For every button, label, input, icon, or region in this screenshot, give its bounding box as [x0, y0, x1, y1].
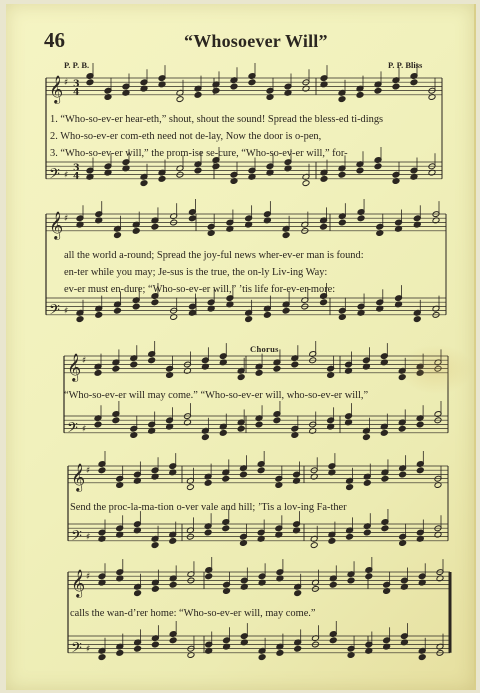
note-head	[356, 92, 364, 99]
note-head	[134, 590, 142, 597]
note-head	[222, 475, 230, 482]
note-head	[365, 573, 373, 580]
sharp-sign: ♯	[86, 644, 91, 655]
sharp-sign: ♯	[86, 532, 91, 543]
note-head	[151, 641, 159, 648]
note-head	[130, 361, 138, 368]
note-head	[381, 525, 389, 532]
note-head	[237, 374, 245, 381]
note-head	[116, 650, 124, 657]
note-head	[255, 421, 263, 428]
note-head	[338, 96, 346, 103]
note-head	[205, 573, 213, 580]
note-head	[194, 92, 202, 99]
note-head	[151, 542, 159, 549]
music-score	[6, 4, 474, 690]
note-head	[273, 365, 281, 372]
note-head	[302, 180, 310, 187]
note-head	[410, 79, 418, 86]
note-head	[320, 299, 328, 306]
note-head	[151, 586, 159, 593]
treble-clef: 𝄞	[49, 74, 64, 103]
note-head	[329, 581, 337, 588]
note-head	[112, 365, 120, 372]
verse-1-line-1: 1. “Who-so-ev-er hear-eth,” shout, shout the sound! Spread the bless-ed ti-dings	[50, 114, 384, 125]
note-head	[380, 430, 388, 437]
treble-clef: 𝄞	[49, 210, 64, 239]
note-head	[132, 228, 140, 235]
bass-clef: 𝄢	[49, 301, 60, 322]
note-head	[418, 654, 426, 661]
note-head	[248, 79, 256, 86]
bass-clef: 𝄢	[71, 639, 82, 660]
note-head	[186, 484, 194, 491]
treble-clef: 𝄞	[67, 352, 82, 381]
note-head	[230, 83, 238, 90]
sharp-sign: ♯	[82, 424, 87, 435]
time-signature-top: 3	[73, 78, 80, 90]
hymn-title: “Whosoever Will”	[184, 31, 328, 51]
chorus-line-2: Send the proc-la-ma-tion o-ver vale and hill; ’Tis a lov-ing Fa-ther	[70, 502, 347, 513]
note-head	[132, 303, 140, 310]
verse-3-line-1: 3. “Who-so-ev-er will,” the prom-ise se-cure, “Who-so-ev-er will,” for-	[50, 148, 348, 159]
verse-3-line-2: ev-er must en-dure; “Who-so-ev-er will,” ’tis life for-ev-er-more:	[64, 284, 336, 295]
note-head	[257, 467, 265, 474]
note-head	[240, 471, 248, 478]
note-head	[114, 232, 122, 239]
note-head	[374, 87, 382, 94]
note-head	[140, 180, 148, 187]
music-attribution: P. P. Bliss	[388, 60, 423, 70]
note-head	[328, 538, 336, 545]
note-head	[114, 307, 122, 314]
bass-clef: 𝄢	[71, 527, 82, 548]
sharp-sign: ♯	[64, 214, 69, 225]
note-head	[399, 471, 407, 478]
note-head	[294, 645, 302, 652]
note-head	[148, 357, 156, 364]
note-head	[151, 223, 159, 230]
note-head	[204, 480, 212, 487]
sharp-sign: ♯	[86, 466, 91, 477]
note-head	[188, 215, 196, 222]
note-head	[346, 533, 354, 540]
verse-2-line-1: 2. Who-so-ev-er com-eth need not de-lay, Now the door is o-pen,	[50, 131, 322, 142]
treble-clef: 𝄞	[71, 568, 86, 597]
note-head	[169, 538, 177, 545]
note-head	[169, 581, 177, 588]
note-head	[273, 417, 281, 424]
note-head	[282, 232, 290, 239]
note-head	[363, 529, 371, 536]
note-head	[94, 370, 102, 377]
bass-clef: 𝄢	[49, 165, 60, 186]
note-head	[392, 83, 400, 90]
note-head	[357, 215, 365, 222]
time-signature-bottom: 4	[73, 170, 80, 182]
note-head	[310, 542, 318, 549]
paper-stain	[398, 344, 474, 394]
note-head	[169, 637, 177, 644]
note-head	[134, 645, 142, 652]
note-head	[245, 316, 253, 323]
note-head	[282, 307, 290, 314]
note-head	[95, 312, 103, 319]
chorus-label: Chorus	[250, 344, 279, 354]
note-head	[291, 361, 299, 368]
note-head	[151, 299, 159, 306]
note-head	[219, 430, 227, 437]
note-head	[276, 650, 284, 657]
note-head	[338, 171, 346, 178]
note-head	[381, 475, 389, 482]
verse-1-line-2: all the world a-round; Spread the joy-ful news wher-ev-er man is found:	[64, 250, 364, 261]
sharp-sign: ♯	[64, 170, 69, 181]
note-head	[201, 434, 209, 441]
note-head	[255, 370, 263, 377]
page-number: 46	[44, 28, 65, 52]
chorus-line-3: calls the wan-d’rer home: “Who-so-ev-er will, may come.”	[70, 608, 316, 619]
words-attribution: P. P. B.	[64, 60, 90, 70]
note-head	[98, 467, 106, 474]
note-head	[94, 421, 102, 428]
note-head	[258, 654, 266, 661]
note-head	[112, 417, 120, 424]
note-head	[237, 425, 245, 432]
note-head	[346, 484, 354, 491]
note-head	[212, 163, 220, 170]
hymnal-page	[6, 4, 476, 690]
note-head	[356, 167, 364, 174]
note-head	[86, 79, 94, 86]
sharp-sign: ♯	[86, 572, 91, 583]
note-head	[204, 529, 212, 536]
note-head	[362, 434, 370, 441]
note-head	[212, 87, 220, 94]
treble-clef: 𝄞	[71, 462, 86, 491]
sharp-sign: ♯	[82, 356, 87, 367]
note-head	[416, 421, 424, 428]
note-head	[398, 425, 406, 432]
note-head	[294, 590, 302, 597]
note-head	[263, 312, 271, 319]
sharp-sign: ♯	[64, 306, 69, 317]
bass-clef: 𝄢	[67, 419, 78, 440]
note-head	[320, 176, 328, 183]
note-head	[158, 176, 166, 183]
sharp-sign: ♯	[64, 78, 69, 89]
note-head	[98, 654, 106, 661]
note-head	[363, 480, 371, 487]
note-head	[338, 219, 346, 226]
note-head	[374, 163, 382, 170]
note-head	[416, 467, 424, 474]
note-head	[76, 316, 84, 323]
note-head	[329, 637, 337, 644]
chorus-line-1: “Who-so-ev-er will may come.” “Who-so-ev-er will, who-so-ev-er will,”	[64, 390, 369, 401]
note-head	[176, 96, 184, 103]
note-head	[194, 167, 202, 174]
note-head	[347, 577, 355, 584]
note-head	[222, 525, 230, 532]
verse-2-line-2: en-ter while you may; Je-sus is the true, the on-ly Liv-ing Way:	[64, 267, 328, 278]
note-head	[320, 223, 328, 230]
time-signature-bottom: 4	[73, 86, 80, 98]
time-signature-top: 3	[73, 162, 80, 174]
note-head	[413, 316, 421, 323]
